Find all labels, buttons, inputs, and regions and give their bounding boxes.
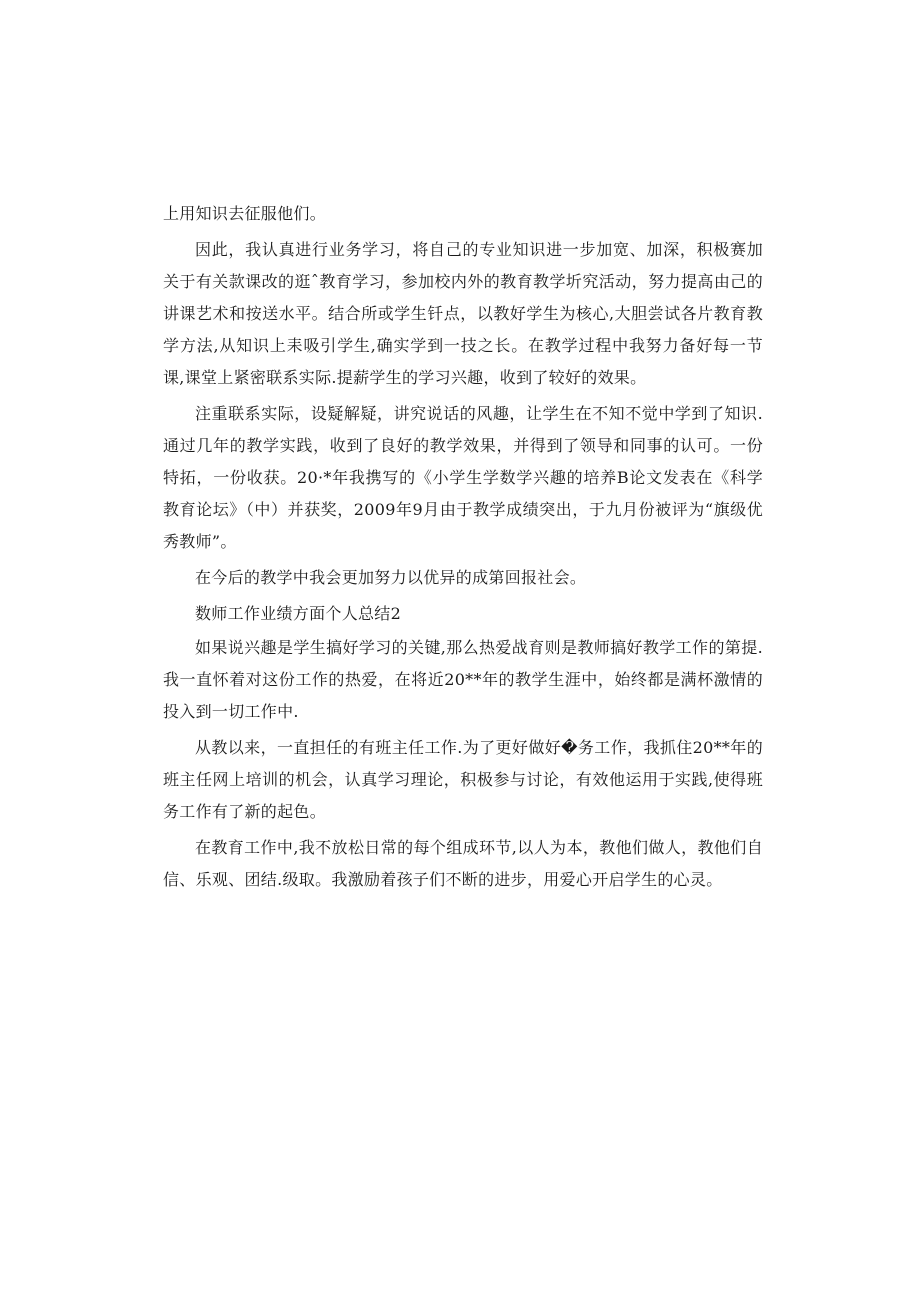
paragraph-education-work: 在教育工作中,我不放松日常的每个组成环节,以人为本，教他们做人，教他们自信、乐观、团结.级取。我激励着孩子们不断的进步，用爱心开启学生的心灵。 <box>163 838 763 889</box>
paragraph-future: 在今后的教学中我会更加努力以优异的成第回报社会。 <box>195 568 587 587</box>
paragraph-continuation: 上用知识去征服他们。 <box>163 204 327 223</box>
paragraph-class-teacher: 从教以来，一直担任的有班主任工作.为了更好做好�务工作，我抓住20**年的班主任网上培训的机会，认真学习理论，积极参与讨论，有效他运用于实践,使得班务工作有了新的起色。 <box>163 738 763 821</box>
document-body <box>163 198 763 900</box>
section-heading: 数师工作业绩方面个人总结2 <box>195 604 402 623</box>
paragraph-study: 因此，我认真进行业务学习，将自己的专业知识进一步加宽、加深，积极赛加关于有关款课改的逛ˆ教育学习，参加校内外的教育教学圻究活动，努力提高由己的讲课艺术和按送水平。结合所或学生钎点，以教好学生为核心,大胆尝试各片教育教学方法,从知识上耒吸引学生,确实学到一技之长。在教学过程中我努力备好每一节课,课堂上紧密联系实际.提薪学生的学习兴趣，收到了较好的效果。 <box>163 240 763 387</box>
paragraph-practice: 注重联系实际，设疑解疑，讲究说话的风趣，让学生在不知不觉中学到了知识.通过几年的教学实践，收到了良好的教学效果，并得到了领导和同事的认可。一份特拓，一份收获。20·*年我携写的《小学生学数学兴趣的培养B论文发表在《科学教育论坛》（中）并获奖，2009年9月由于教学成绩突出，于九月份被评为“旗级优秀教师”。 <box>163 404 763 551</box>
paragraph-interest: 如果说兴趣是学生搞好学习的关键,那么热爱战育则是教师搞好教学工作的第提.我一直怀着对这份工作的热爱，在将近20**年的教学生涯中，始终都是满杯激情的投入到一切工作中. <box>163 638 763 721</box>
